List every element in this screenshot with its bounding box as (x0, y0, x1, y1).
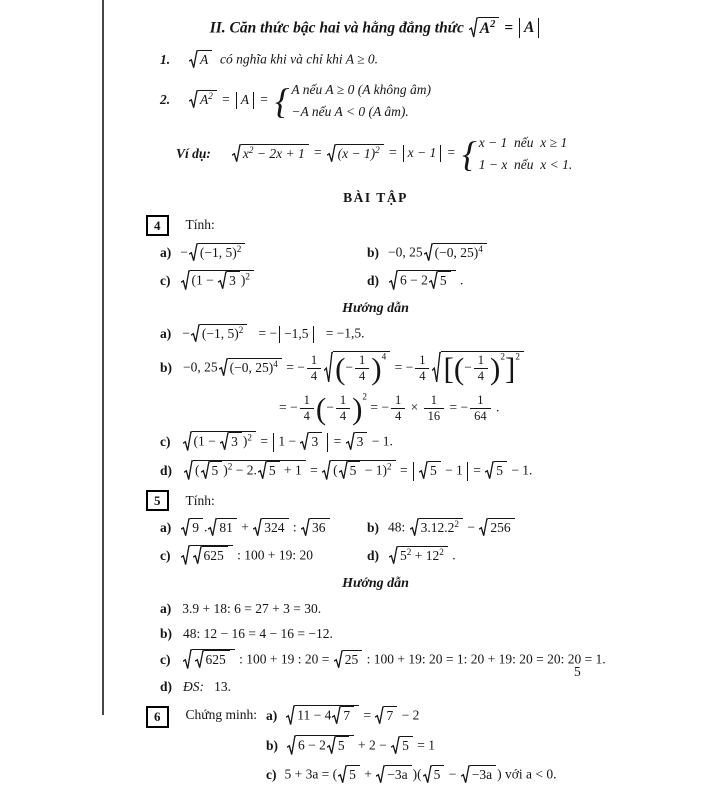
problem-intro: Chứng minh: (185, 707, 257, 723)
guide-label: d) (160, 463, 173, 479)
part-c (160, 271, 367, 292)
guide-formula: 3.9 + 18: 6 = 27 + 3 = 30. (182, 600, 322, 616)
guide-title: Hướng dẫn (342, 300, 409, 316)
guide-formula: = − $\frac{1}{4}$ ( − $\frac{1}{4}$ ) $^2$ = − $\frac{1}{4}$ × $\frac{1}{16}$ = − $\frac{1}{64}$ . (279, 390, 500, 426)
part-formula: 5 + 3a = ( 5 + −3a )( 5 − −3a ) với a < 0. (284, 766, 557, 782)
guide-formula: − (−1, 5)$^2$ = − −1,5 = −1,5. (182, 325, 365, 342)
example-formula: $x^2 - 2x + 1$ = $(x - 1)^2$ = x − 1 = { x − 1 nếu x ≥ 1 1 − x nếu x < 1. (231, 132, 572, 175)
problem-5-row-1 (148, 519, 703, 538)
part-formula: 9 . 81 + 324 : 36 (180, 519, 330, 538)
guide-formula: ĐS: 13. (183, 679, 232, 695)
problem-number-box: 6 (146, 706, 169, 728)
example-label: Ví dụ: (176, 145, 211, 161)
part-label: d) (367, 272, 380, 288)
guide-label: b) (160, 360, 173, 376)
part-label: a) (265, 708, 278, 724)
problem-4-row-2 (148, 271, 703, 292)
part-label: d) (367, 548, 380, 564)
guide-5-b (148, 626, 703, 643)
guide-4-d (148, 461, 703, 482)
theory-section (148, 51, 703, 175)
theory-item-formula: A có nghĩa khi và chỉ khi A ≥ 0. (188, 51, 378, 70)
part-b (266, 736, 557, 757)
part-label: b) (367, 520, 380, 536)
part-formula: 6 − 2 5 . (388, 271, 463, 292)
part-formula: (1 − 3 )$^2$ (180, 271, 255, 292)
part-d (367, 271, 463, 292)
guide-label: a) (160, 326, 172, 342)
part-c (266, 766, 557, 785)
page-content (102, 0, 721, 794)
guide-5-c (148, 650, 703, 671)
theory-item-number: 1. (160, 52, 171, 68)
part-a (160, 244, 367, 263)
page-number: 5 (574, 664, 581, 679)
problem-4-header (146, 215, 703, 237)
guide-label: c) (160, 434, 171, 450)
guide-formula: (1 − 3 )$^2$ = 1 − 3 = 3 − 1. (182, 432, 393, 453)
guide-4-b-continued (148, 390, 703, 426)
problem-number-box: 4 (146, 215, 169, 237)
part-b (367, 244, 488, 263)
part-formula: $5^2 + 12^2$ . (388, 547, 456, 566)
guide-label: c) (160, 652, 171, 668)
part-label: b) (367, 245, 380, 261)
part-label: a) (160, 520, 172, 536)
guide-4-c (148, 432, 703, 453)
theory-item-number: 2. (160, 92, 171, 108)
part-d (367, 547, 456, 566)
section-title: BÀI TẬP (343, 189, 408, 205)
theory-item-1 (148, 51, 703, 70)
guide-formula: 625 : 100 + 19 : 20 = 25 : 100 + 19: 20 = 1: 20 + 19: 20 = 20: 20 = 1. (182, 650, 606, 671)
guide-label: b) (160, 625, 173, 641)
part-a (266, 706, 557, 727)
part-label: b) (265, 738, 278, 754)
part-formula: −0, 25 (−0, 25)$^4$ (388, 244, 488, 263)
guide-label: d) (160, 679, 173, 695)
problem-4-row-1 (148, 244, 703, 263)
guide-title: Hướng dẫn (342, 576, 409, 592)
problem-intro: Tính: (185, 217, 215, 233)
part-formula: 625 : 100 + 19: 20 (180, 546, 314, 567)
part-label: c) (160, 548, 171, 564)
problem-number-box: 5 (146, 490, 169, 512)
theory-item-2 (148, 79, 703, 122)
part-formula: 6 − 2 5 + 2 − 5 = 1 (286, 736, 435, 757)
part-label: c) (160, 272, 171, 288)
part-b (367, 519, 516, 538)
problem-intro: Tính: (185, 492, 215, 508)
guide-formula: −0, 25 (−0, 25)$^4$ = − $\frac{1}{4}$ ( − $\frac{1}{4}$ ) $^4$ = − $\frac{1}{4}$ [ ( − $\frac{1}{4}$ ) $^2$ ] $^2$ (183, 352, 525, 385)
problem-6 (146, 706, 703, 794)
guide-formula: 48: 12 − 16 = 4 − 16 = −12. (183, 625, 333, 641)
guide-5-d (148, 679, 703, 696)
guide-4-b (148, 352, 703, 385)
part-label: c) (265, 766, 277, 782)
page-title: II. Căn thức bậc hai và hằng đẳng thức $A^2$ = A (148, 18, 603, 39)
part-formula: 48: 3.12.2$^2$ − 256 (388, 519, 516, 538)
guide-label: a) (160, 600, 172, 616)
problem-6-parts (266, 706, 557, 794)
part-a (160, 519, 367, 538)
guide-4-a (148, 325, 703, 344)
guide-5-a (148, 601, 703, 618)
problem-5-row-2 (148, 546, 703, 567)
part-formula: 11 − 4 7 = 7 − 2 (285, 706, 419, 727)
part-formula: − (−1, 5)$^2$ (180, 244, 246, 263)
example-row (148, 132, 703, 175)
part-label: a) (160, 245, 172, 261)
part-c (160, 546, 367, 567)
problem-5-header (146, 490, 703, 512)
guide-formula: ( 5 )$^2$ − 2. 5 + 1 = ( 5 − 1)$^2$ = 5 − 1 = 5 − 1. (183, 461, 532, 482)
theory-item-formula: $A^2$ = A = { A nếu A ≥ 0 (A không âm) −A nếu A < 0 (A âm). (188, 79, 431, 122)
